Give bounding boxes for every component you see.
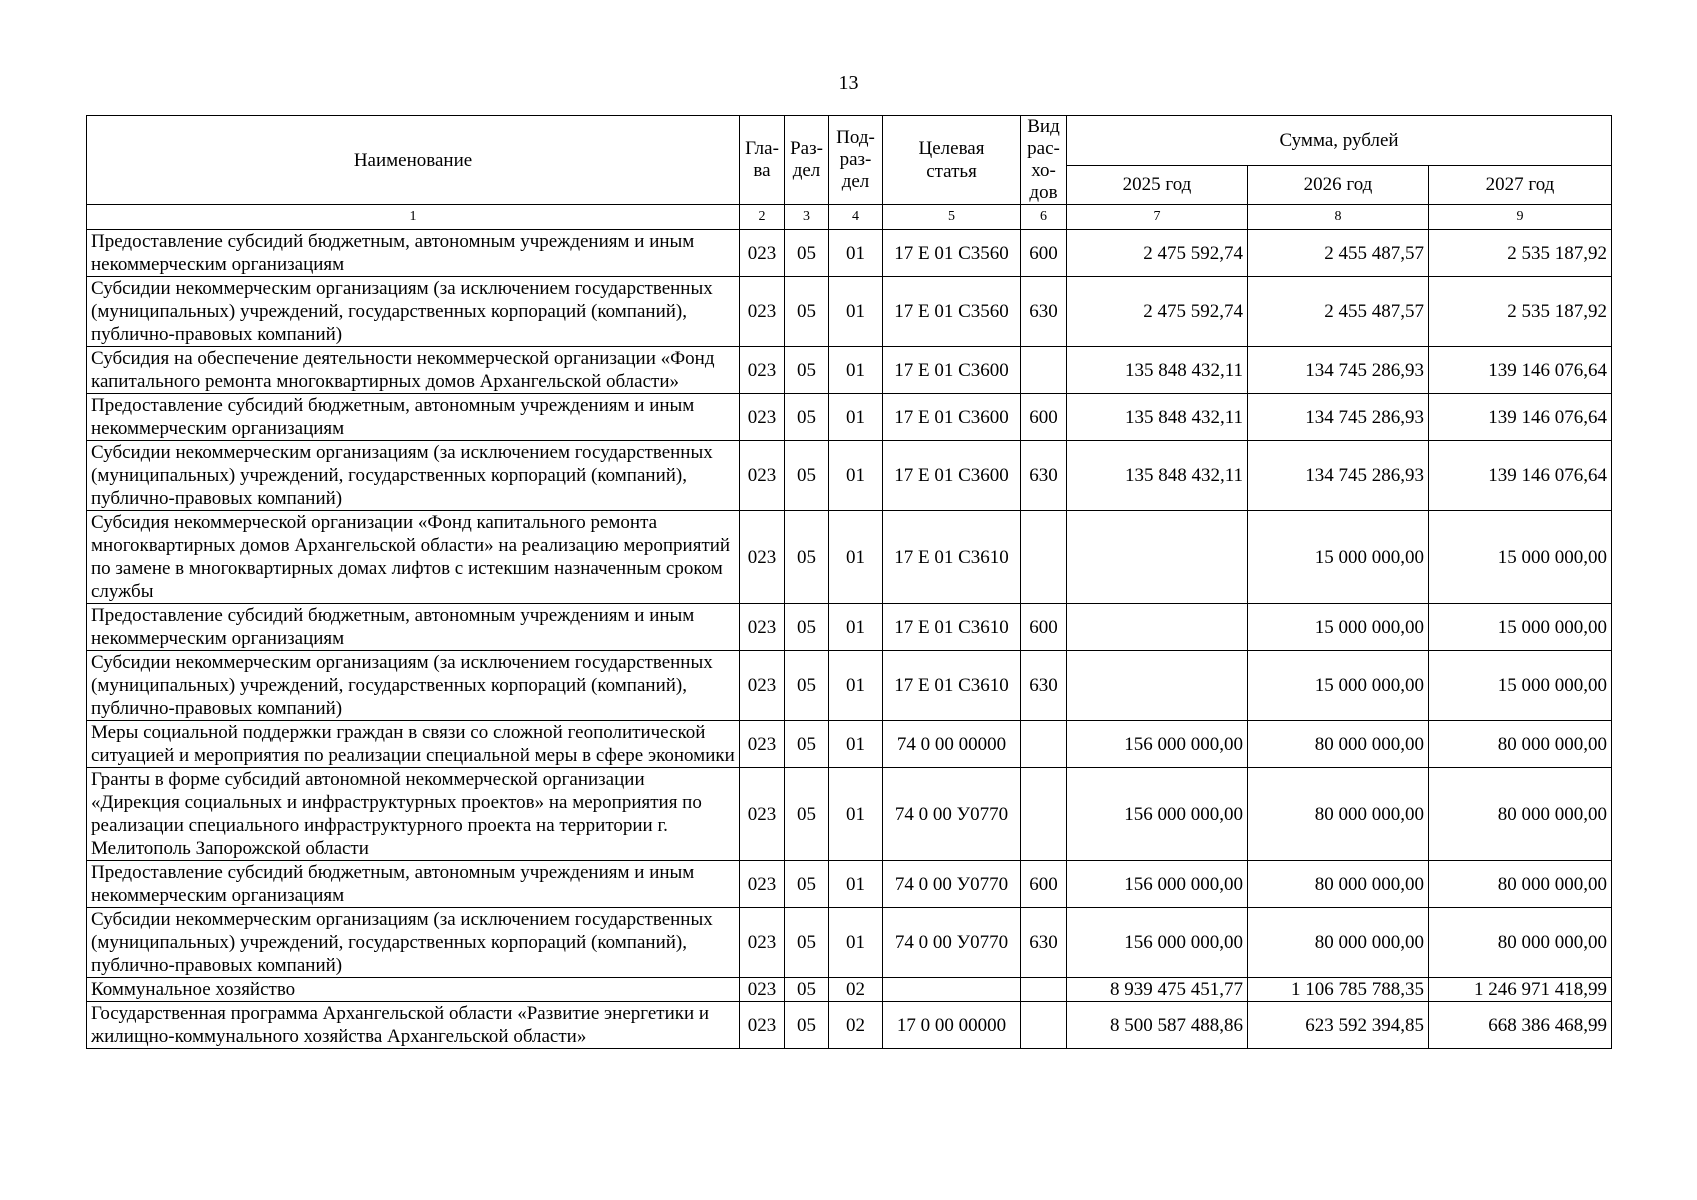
row-chapter: 023 <box>740 441 785 511</box>
page-number: 13 <box>838 72 859 94</box>
row-section: 05 <box>785 768 829 861</box>
row-amount-2027: 139 146 076,64 <box>1429 441 1612 511</box>
row-name: Субсидии некоммерческим организациям (за исключением государственных (муниципальных) учреждений, государственных корпораций (компаний), публично-правовых компаний) <box>87 908 740 978</box>
row-name: Субсидия на обеспечение деятельности некоммерческой организации «Фонд капитального ремонта многоквартирных домов Архангельской области» <box>87 347 740 394</box>
row-expense-type <box>1021 768 1067 861</box>
row-target-article: 17 Е 01 С3610 <box>883 604 1021 651</box>
row-expense-type: 600 <box>1021 230 1067 277</box>
row-target-article: 17 Е 01 С3600 <box>883 347 1021 394</box>
row-name: Коммунальное хозяйство <box>87 978 740 1002</box>
row-name: Предоставление субсидий бюджетным, автономным учреждениям и иным некоммерческим организациям <box>87 604 740 651</box>
row-amount-2026: 80 000 000,00 <box>1248 768 1429 861</box>
row-target-article: 17 Е 01 С3560 <box>883 230 1021 277</box>
row-chapter: 023 <box>740 394 785 441</box>
row-target-article: 74 0 00 У0770 <box>883 861 1021 908</box>
row-section: 05 <box>785 347 829 394</box>
row-name: Предоставление субсидий бюджетным, автономным учреждениям и иным некоммерческим организациям <box>87 230 740 277</box>
row-chapter: 023 <box>740 1002 785 1049</box>
row-section: 05 <box>785 511 829 604</box>
row-amount-2026: 623 592 394,85 <box>1248 1002 1429 1049</box>
table-row <box>87 511 1612 604</box>
row-expense-type <box>1021 721 1067 768</box>
budget-table <box>86 115 1612 1049</box>
row-section: 05 <box>785 441 829 511</box>
header-sum: Сумма, рублей <box>1067 116 1612 166</box>
row-target-article <box>883 978 1021 1002</box>
header-subsection: Под- раз- дел <box>829 116 883 205</box>
row-amount-2025: 8 939 475 451,77 <box>1067 978 1248 1002</box>
header-year-2027: 2027 год <box>1429 165 1612 204</box>
row-subsection: 01 <box>829 768 883 861</box>
table-row <box>87 768 1612 861</box>
row-amount-2025: 2 475 592,74 <box>1067 277 1248 347</box>
row-target-article: 17 Е 01 С3560 <box>883 277 1021 347</box>
row-expense-type <box>1021 511 1067 604</box>
row-subsection: 01 <box>829 861 883 908</box>
header-section: Раз- дел <box>785 116 829 205</box>
column-number: 4 <box>829 205 883 230</box>
row-name: Предоставление субсидий бюджетным, автономным учреждениям и иным некоммерческим организациям <box>87 394 740 441</box>
row-expense-type: 600 <box>1021 604 1067 651</box>
row-target-article: 17 Е 01 С3610 <box>883 511 1021 604</box>
row-amount-2027: 139 146 076,64 <box>1429 347 1612 394</box>
row-subsection: 01 <box>829 651 883 721</box>
row-amount-2026: 80 000 000,00 <box>1248 861 1429 908</box>
row-expense-type: 630 <box>1021 651 1067 721</box>
table-row <box>87 347 1612 394</box>
row-amount-2026: 2 455 487,57 <box>1248 277 1429 347</box>
row-subsection: 01 <box>829 721 883 768</box>
row-amount-2025 <box>1067 511 1248 604</box>
row-expense-type: 600 <box>1021 394 1067 441</box>
row-subsection: 02 <box>829 978 883 1002</box>
row-section: 05 <box>785 861 829 908</box>
row-subsection: 01 <box>829 908 883 978</box>
row-section: 05 <box>785 978 829 1002</box>
table-row <box>87 604 1612 651</box>
row-amount-2025: 135 848 432,11 <box>1067 441 1248 511</box>
table-row <box>87 861 1612 908</box>
row-name: Гранты в форме субсидий автономной некоммерческой организации «Дирекция социальных и инфраструктурных проектов» на мероприятия по реализации специального инфраструктурного проекта на территории г. Мелитополь Запорожской области <box>87 768 740 861</box>
row-section: 05 <box>785 721 829 768</box>
row-amount-2027: 15 000 000,00 <box>1429 511 1612 604</box>
row-amount-2027: 80 000 000,00 <box>1429 861 1612 908</box>
header-year-2026: 2026 год <box>1248 165 1429 204</box>
header-expense-type: Вид рас- хо- дов <box>1021 116 1067 205</box>
row-amount-2027: 668 386 468,99 <box>1429 1002 1612 1049</box>
row-name: Субсидия некоммерческой организации «Фонд капитального ремонта многоквартирных домов Архангельской области» на реализацию мероприятий по замене в многоквартирных домах лифтов с истекшим назначенным сроком службы <box>87 511 740 604</box>
column-number: 9 <box>1429 205 1612 230</box>
row-subsection: 01 <box>829 394 883 441</box>
row-chapter: 023 <box>740 277 785 347</box>
row-target-article: 74 0 00 00000 <box>883 721 1021 768</box>
row-chapter: 023 <box>740 721 785 768</box>
row-target-article: 74 0 00 У0770 <box>883 908 1021 978</box>
row-amount-2026: 134 745 286,93 <box>1248 347 1429 394</box>
row-amount-2025: 156 000 000,00 <box>1067 721 1248 768</box>
column-number: 6 <box>1021 205 1067 230</box>
row-section: 05 <box>785 651 829 721</box>
row-name: Меры социальной поддержки граждан в связи со сложной геополитической ситуацией и мероприятия по реализации специальной меры в сфере экономики <box>87 721 740 768</box>
row-amount-2026: 80 000 000,00 <box>1248 721 1429 768</box>
row-target-article: 17 Е 01 С3600 <box>883 394 1021 441</box>
table-row <box>87 908 1612 978</box>
row-chapter: 023 <box>740 861 785 908</box>
column-number: 8 <box>1248 205 1429 230</box>
row-target-article: 17 Е 01 С3600 <box>883 441 1021 511</box>
row-section: 05 <box>785 604 829 651</box>
table-row <box>87 1002 1612 1049</box>
row-amount-2027: 2 535 187,92 <box>1429 230 1612 277</box>
row-expense-type <box>1021 1002 1067 1049</box>
row-name: Государственная программа Архангельской области «Развитие энергетики и жилищно-коммунального хозяйства Архангельской области» <box>87 1002 740 1049</box>
row-expense-type <box>1021 347 1067 394</box>
row-expense-type: 630 <box>1021 277 1067 347</box>
row-amount-2026: 80 000 000,00 <box>1248 908 1429 978</box>
header-year-2025: 2025 год <box>1067 165 1248 204</box>
row-section: 05 <box>785 908 829 978</box>
row-amount-2025: 135 848 432,11 <box>1067 394 1248 441</box>
row-chapter: 023 <box>740 230 785 277</box>
row-expense-type <box>1021 978 1067 1002</box>
column-numbers-row <box>87 205 1612 230</box>
header-name: Наименование <box>87 116 740 205</box>
row-expense-type: 630 <box>1021 441 1067 511</box>
table-row <box>87 441 1612 511</box>
row-chapter: 023 <box>740 651 785 721</box>
row-amount-2026: 2 455 487,57 <box>1248 230 1429 277</box>
table-row <box>87 230 1612 277</box>
row-amount-2027: 80 000 000,00 <box>1429 908 1612 978</box>
row-subsection: 01 <box>829 347 883 394</box>
row-amount-2027: 1 246 971 418,99 <box>1429 978 1612 1002</box>
row-amount-2025: 156 000 000,00 <box>1067 768 1248 861</box>
column-number: 3 <box>785 205 829 230</box>
row-expense-type: 630 <box>1021 908 1067 978</box>
row-amount-2027: 15 000 000,00 <box>1429 604 1612 651</box>
row-chapter: 023 <box>740 978 785 1002</box>
row-name: Субсидии некоммерческим организациям (за исключением государственных (муниципальных) учреждений, государственных корпораций (компаний), публично-правовых компаний) <box>87 651 740 721</box>
column-number: 1 <box>87 205 740 230</box>
row-amount-2026: 1 106 785 788,35 <box>1248 978 1429 1002</box>
row-subsection: 01 <box>829 604 883 651</box>
row-subsection: 01 <box>829 277 883 347</box>
row-amount-2025: 156 000 000,00 <box>1067 908 1248 978</box>
row-amount-2026: 15 000 000,00 <box>1248 604 1429 651</box>
row-section: 05 <box>785 277 829 347</box>
row-target-article: 17 Е 01 С3610 <box>883 651 1021 721</box>
row-chapter: 023 <box>740 604 785 651</box>
table-row <box>87 394 1612 441</box>
row-amount-2025: 135 848 432,11 <box>1067 347 1248 394</box>
row-amount-2027: 139 146 076,64 <box>1429 394 1612 441</box>
row-chapter: 023 <box>740 511 785 604</box>
row-section: 05 <box>785 1002 829 1049</box>
row-chapter: 023 <box>740 768 785 861</box>
header-chapter: Гла- ва <box>740 116 785 205</box>
row-amount-2025 <box>1067 651 1248 721</box>
row-target-article: 74 0 00 У0770 <box>883 768 1021 861</box>
row-amount-2026: 15 000 000,00 <box>1248 651 1429 721</box>
row-subsection: 02 <box>829 1002 883 1049</box>
row-section: 05 <box>785 394 829 441</box>
row-amount-2027: 80 000 000,00 <box>1429 768 1612 861</box>
row-amount-2027: 80 000 000,00 <box>1429 721 1612 768</box>
column-number: 5 <box>883 205 1021 230</box>
row-name: Предоставление субсидий бюджетным, автономным учреждениям и иным некоммерческим организациям <box>87 861 740 908</box>
row-amount-2026: 15 000 000,00 <box>1248 511 1429 604</box>
row-chapter: 023 <box>740 908 785 978</box>
table-row <box>87 651 1612 721</box>
row-amount-2025 <box>1067 604 1248 651</box>
row-name: Субсидии некоммерческим организациям (за исключением государственных (муниципальных) учреждений, государственных корпораций (компаний), публично-правовых компаний) <box>87 441 740 511</box>
row-chapter: 023 <box>740 347 785 394</box>
row-amount-2025: 2 475 592,74 <box>1067 230 1248 277</box>
header-target: Целевая статья <box>883 116 1021 205</box>
row-amount-2026: 134 745 286,93 <box>1248 441 1429 511</box>
row-amount-2026: 134 745 286,93 <box>1248 394 1429 441</box>
row-subsection: 01 <box>829 230 883 277</box>
row-amount-2025: 156 000 000,00 <box>1067 861 1248 908</box>
row-amount-2027: 2 535 187,92 <box>1429 277 1612 347</box>
row-subsection: 01 <box>829 441 883 511</box>
row-subsection: 01 <box>829 511 883 604</box>
row-section: 05 <box>785 230 829 277</box>
row-amount-2025: 8 500 587 488,86 <box>1067 1002 1248 1049</box>
row-name: Субсидии некоммерческим организациям (за исключением государственных (муниципальных) учреждений, государственных корпораций (компаний), публично-правовых компаний) <box>87 277 740 347</box>
row-amount-2027: 15 000 000,00 <box>1429 651 1612 721</box>
row-expense-type: 600 <box>1021 861 1067 908</box>
table-row <box>87 978 1612 1002</box>
table-row <box>87 721 1612 768</box>
column-number: 7 <box>1067 205 1248 230</box>
table-row <box>87 277 1612 347</box>
row-target-article: 17 0 00 00000 <box>883 1002 1021 1049</box>
column-number: 2 <box>740 205 785 230</box>
